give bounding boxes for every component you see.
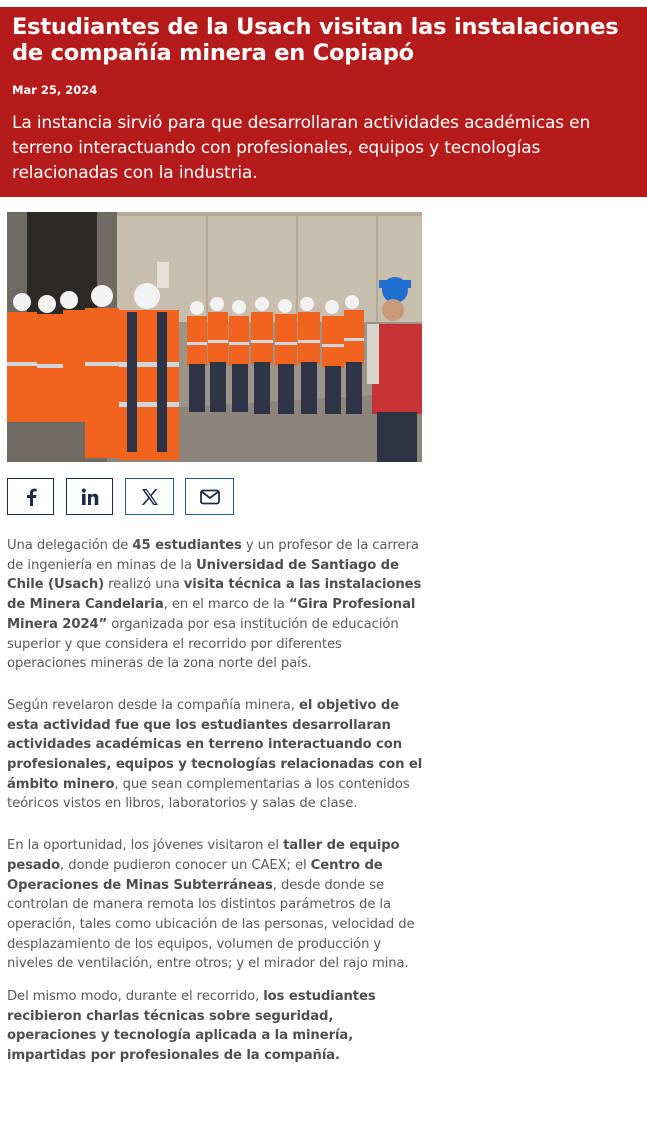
mining-group-photo bbox=[7, 212, 422, 462]
facebook-icon bbox=[24, 488, 38, 506]
body-paragraph-4: Del mismo modo, durante el recorrido, los estudiantes recibieron charlas técnicas sobre seguridad, operaciones y tecnología aplicada a la minería, impartidas por profesionales de la compañía. bbox=[7, 989, 376, 1064]
article-body bbox=[7, 536, 425, 1066]
article-date: Mar 25, 2024 bbox=[12, 83, 98, 97]
body-paragraph-2: Según revelaron desde la compañía minera, el objetivo de esta actividad fue que los estudiantes desarrollaran actividades académicas en terreno interactuando con profesionales, equipos y tecnologías relacionadas con el ámbito minero, que sean complementarias a los contenidos teóricos vistos en libros, laboratorios y salas de clase. bbox=[7, 697, 423, 812]
share-email-button[interactable] bbox=[185, 478, 234, 515]
article-title: Estudiantes de la Usach visitan las instalaciones de compañía minera en Copiapó bbox=[12, 14, 619, 66]
body-paragraph-1: Una delegación de 45 estudiantes y un profesor de la carrera de ingeniería en minas de la Universidad de Santiago de Chile (Usach) realizó una visita técnica a las instalaciones de Minera Candelaria, en el marco de la “Gira Profesional Minera 2024” organizada por esa institución de educación superior y que considera el recorrido por diferentes operaciones mineras de la zona norte del país. bbox=[7, 538, 422, 672]
linkedin-icon bbox=[81, 488, 99, 506]
article-photo bbox=[7, 212, 422, 462]
body-paragraph-3: En la oportunidad, los jóvenes visitaron el taller de equipo pesado, donde pudieron conocer un CAEX; el Centro de Operaciones de Minas Subterráneas, desde donde se controlan de manera remota los distintos parámetros de la operación, tales como ubicación de las personas, velocidad de desplazamiento de los equipos, volumen de producción y niveles de ventilación, entre otros; y el mirador del rajo mina. bbox=[7, 838, 415, 972]
article-header bbox=[0, 7, 647, 197]
email-icon bbox=[200, 489, 220, 505]
x-icon bbox=[141, 488, 159, 506]
share-x-button[interactable] bbox=[125, 478, 174, 515]
share-linkedin-button[interactable] bbox=[66, 478, 113, 515]
article-subtitle: La instancia sirvió para que desarrollaran actividades académicas en terreno interactuando con profesionales, equipos y tecnologías relacionadas con la industria. bbox=[12, 113, 591, 183]
share-facebook-button[interactable] bbox=[7, 478, 54, 515]
